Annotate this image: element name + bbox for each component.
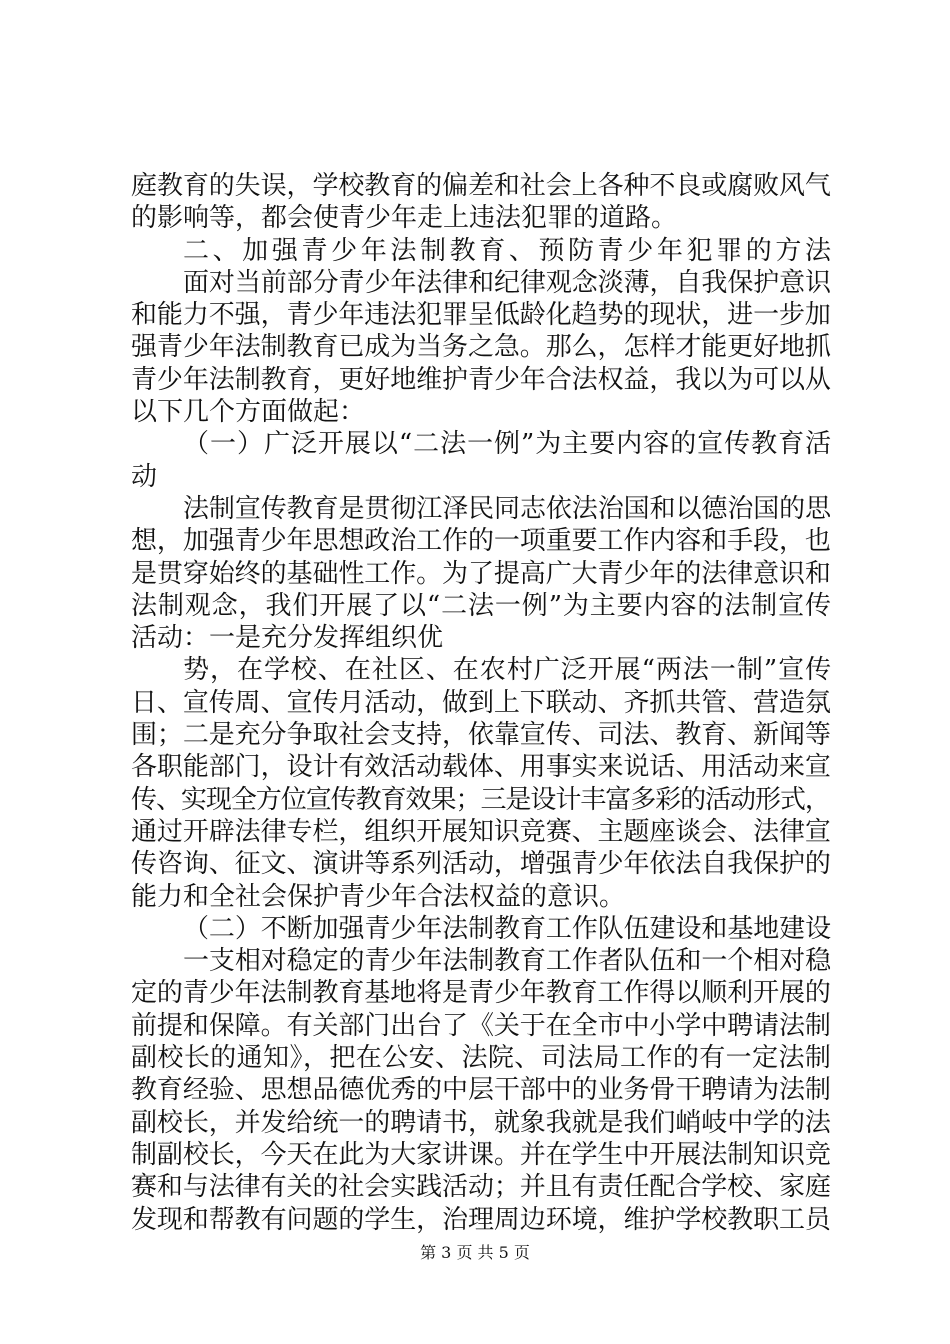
text-line: 赛和与法律有关的社会实践活动；并且有责任配合学校、家庭	[131, 1172, 831, 1203]
text-line: 副校长的通知》，把在公安、法院、司法局工作的有一定法制	[131, 1043, 832, 1074]
text-line: 的影响等，都会使青少年走上违法犯罪的道路。	[131, 203, 678, 234]
text-line: （一）广泛开展以“二法一例”为主要内容的宣传教育活	[183, 429, 833, 460]
text-line: 定的青少年法制教育基地将是青少年教育工作得以顺利开展的	[131, 978, 831, 1009]
text-line: 日、宣传周、宣传月活动，做到上下联动、齐抓共管、营造氛	[131, 687, 831, 718]
text-line: 教育经验、思想品德优秀的中层干部中的业务骨干聘请为法制	[131, 1075, 831, 1106]
text-line: 以下几个方面做起：	[131, 397, 366, 428]
text-line: 通过开辟法律专栏，组织开展知识竞赛、主题座谈会、法律宣	[131, 816, 831, 847]
text-line: 庭教育的失误，学校教育的偏差和社会上各种不良或腐败风气	[131, 171, 831, 201]
text-line: 传、实现全方位宣传教育效果；三是设计丰富多彩的活动形式，	[131, 784, 830, 815]
text-line: 法制观念，我们开展了以“二法一例”为主要内容的法制宣传	[131, 590, 832, 621]
text-line: 动	[131, 461, 158, 492]
text-line: 副校长，并发给统一的聘请书，就象我就是我们峭岐中学的法	[131, 1107, 831, 1138]
text-line: 各职能部门，设计有效活动载体、用事实来说话、用活动来宣	[131, 752, 831, 783]
text-line: 活动：一是充分发挥组织优	[131, 623, 444, 654]
text-line: （二）不断加强青少年法制教育工作队伍建设和基地建设	[183, 913, 832, 944]
text-line: 想，加强青少年思想政治工作的一项重要工作内容和手段，也	[131, 526, 831, 557]
text-line: 能力和全社会保护青少年合法权益的意识。	[131, 881, 626, 912]
text-line: 强青少年法制教育已成为当务之急。那么，怎样才能更好地抓	[131, 332, 831, 363]
text-line: 法制宣传教育是贯彻江泽民同志依法治国和以德治国的思	[183, 493, 832, 524]
text-line: 发现和帮教有问题的学生，治理周边环境，维护学校教职工员	[131, 1204, 831, 1235]
text-line: 势，在学校、在社区、在农村广泛开展“两法一制”宣传	[183, 655, 833, 686]
text-line: 前提和保障。有关部门出台了《关于在全市中小学中聘请法制	[131, 1010, 831, 1041]
text-line: 制副校长，今天在此为大家讲课。并在学生中开展法制知识竞	[131, 1139, 831, 1170]
text-line: 面对当前部分青少年法律和纪律观念淡薄，自我保护意识	[183, 267, 832, 298]
text-line: 青少年法制教育，更好地维护青少年合法权益，我以为可以从	[131, 364, 831, 395]
page-footer: 第 3 页 共 5 页	[420, 1243, 530, 1262]
text-line: 二、加强青少年法制教育、预防青少年犯罪的方法	[183, 235, 835, 266]
text-line: 一支相对稳定的青少年法制教育工作者队伍和一个相对稳	[183, 946, 832, 977]
document-body	[131, 170, 835, 1236]
text-line: 是贯穿始终的基础性工作。为了提高广大青少年的法律意识和	[131, 558, 831, 589]
text-line: 围；二是充分争取社会支持，依靠宣传、司法、教育、新闻等	[131, 720, 831, 751]
text-line: 传咨询、征文、演讲等系列活动，增强青少年依法自我保护的	[131, 849, 831, 880]
text-line: 和能力不强，青少年违法犯罪呈低龄化趋势的现状，进一步加	[131, 300, 831, 331]
